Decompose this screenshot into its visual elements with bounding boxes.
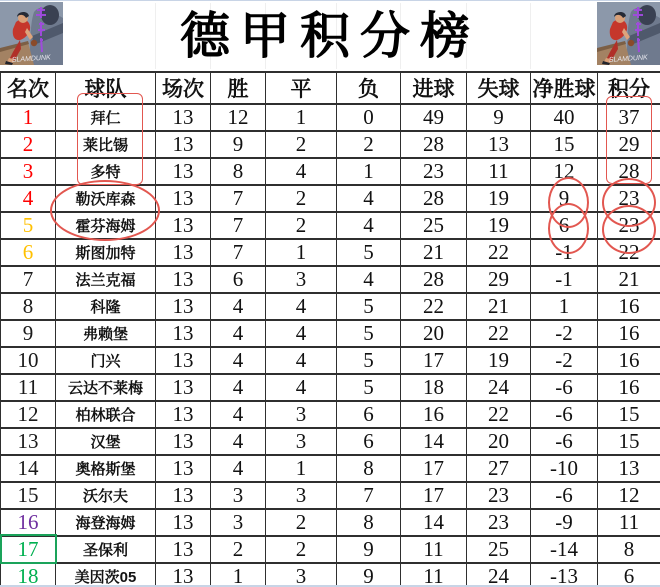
stat-cell-gd: -6 [531, 482, 598, 509]
table-row [1, 131, 660, 158]
stat-cell-win: 4 [211, 428, 266, 455]
stat-cell-ga: 20 [467, 428, 531, 455]
column-header: 负 [337, 72, 401, 104]
rank-cell: 3 [1, 158, 56, 185]
rank-cell: 9 [1, 320, 56, 347]
stat-cell-loss: 5 [337, 293, 401, 320]
stat-cell-loss: 5 [337, 239, 401, 266]
stat-cell-draw: 2 [266, 509, 337, 536]
stat-cell-win: 3 [211, 482, 266, 509]
team-cell: 勒沃库森 [56, 185, 156, 212]
stat-cell-loss: 9 [337, 563, 401, 587]
standings-header-row [1, 72, 660, 104]
rank-cell: 4 [1, 185, 56, 212]
rank-cell: 16 [1, 509, 56, 536]
stat-cell-draw: 2 [266, 185, 337, 212]
stat-cell-win: 4 [211, 293, 266, 320]
table-row [1, 212, 660, 239]
stat-cell-ga: 24 [467, 563, 531, 587]
rank-cell: 1 [1, 104, 56, 131]
stat-cell-loss: 0 [337, 104, 401, 131]
stat-cell-win: 7 [211, 239, 266, 266]
stat-cell-loss: 4 [337, 266, 401, 293]
rank-cell: 7 [1, 266, 56, 293]
stat-cell-played: 13 [156, 131, 211, 158]
team-cell: 门兴 [56, 347, 156, 374]
column-header: 场次 [156, 72, 211, 104]
stat-cell-pts: 28 [598, 158, 660, 185]
rank-cell: 5 [1, 212, 56, 239]
team-cell: 沃尔夫 [56, 482, 156, 509]
stat-cell-gf: 16 [401, 401, 467, 428]
table-row [1, 374, 660, 401]
stat-cell-gf: 28 [401, 266, 467, 293]
standings-table [0, 71, 660, 587]
table-row [1, 320, 660, 347]
stat-cell-win: 4 [211, 347, 266, 374]
stat-cell-gf: 14 [401, 509, 467, 536]
stat-cell-loss: 7 [337, 482, 401, 509]
stat-cell-gd: 9 [531, 185, 598, 212]
column-header: 失球 [467, 72, 531, 104]
stat-cell-gd: 40 [531, 104, 598, 131]
stat-cell-draw: 2 [266, 536, 337, 563]
slam-dunk-poster-right-icon [597, 2, 660, 65]
stat-cell-ga: 24 [467, 374, 531, 401]
stat-cell-gd: -1 [531, 239, 598, 266]
stat-cell-win: 3 [211, 509, 266, 536]
stat-cell-draw: 3 [266, 482, 337, 509]
stat-cell-loss: 1 [337, 158, 401, 185]
stat-cell-draw: 3 [266, 401, 337, 428]
team-cell: 弗赖堡 [56, 320, 156, 347]
stat-cell-played: 13 [156, 428, 211, 455]
table-row [1, 536, 660, 563]
stat-cell-loss: 2 [337, 131, 401, 158]
stat-cell-pts: 37 [598, 104, 660, 131]
table-row [1, 293, 660, 320]
stat-cell-win: 7 [211, 212, 266, 239]
team-cell: 法兰克福 [56, 266, 156, 293]
stat-cell-played: 13 [156, 374, 211, 401]
stat-cell-pts: 15 [598, 428, 660, 455]
standings-body [1, 104, 660, 587]
stat-cell-gd: -13 [531, 563, 598, 587]
team-cell: 云达不莱梅 [56, 374, 156, 401]
stat-cell-ga: 19 [467, 347, 531, 374]
stat-cell-draw: 1 [266, 239, 337, 266]
table-row [1, 347, 660, 374]
stat-cell-win: 1 [211, 563, 266, 587]
team-cell: 圣保利 [56, 536, 156, 563]
stat-cell-loss: 6 [337, 428, 401, 455]
stat-cell-played: 13 [156, 212, 211, 239]
team-cell: 霍芬海姆 [56, 212, 156, 239]
stat-cell-pts: 8 [598, 536, 660, 563]
stat-cell-gf: 11 [401, 536, 467, 563]
rank-cell: 10 [1, 347, 56, 374]
stat-cell-pts: 11 [598, 509, 660, 536]
stat-cell-win: 4 [211, 320, 266, 347]
table-row [1, 239, 660, 266]
rank-cell: 11 [1, 374, 56, 401]
stat-cell-ga: 19 [467, 185, 531, 212]
stat-cell-gf: 17 [401, 347, 467, 374]
stat-cell-draw: 4 [266, 158, 337, 185]
team-cell: 多特 [56, 158, 156, 185]
stat-cell-played: 13 [156, 482, 211, 509]
stat-cell-win: 7 [211, 185, 266, 212]
stat-cell-win: 6 [211, 266, 266, 293]
stat-cell-gd: -6 [531, 374, 598, 401]
team-cell: 奥格斯堡 [56, 455, 156, 482]
rank-cell: 13 [1, 428, 56, 455]
team-cell: 莱比锡 [56, 131, 156, 158]
stat-cell-played: 13 [156, 563, 211, 587]
table-row [1, 563, 660, 587]
stat-cell-gf: 22 [401, 293, 467, 320]
stat-cell-loss: 4 [337, 212, 401, 239]
stat-cell-gd: -6 [531, 428, 598, 455]
team-cell: 斯图加特 [56, 239, 156, 266]
stat-cell-draw: 4 [266, 347, 337, 374]
stat-cell-gf: 20 [401, 320, 467, 347]
team-cell: 柏林联合 [56, 401, 156, 428]
stat-cell-win: 9 [211, 131, 266, 158]
stat-cell-pts: 16 [598, 293, 660, 320]
column-header: 球队 [56, 72, 156, 104]
stat-cell-ga: 22 [467, 320, 531, 347]
table-row [1, 104, 660, 131]
stat-cell-pts: 23 [598, 212, 660, 239]
rank-cell: 17 [1, 536, 56, 563]
stat-cell-gd: -10 [531, 455, 598, 482]
team-cell: 拜仁 [56, 104, 156, 131]
stat-cell-draw: 1 [266, 455, 337, 482]
stat-cell-loss: 4 [337, 185, 401, 212]
stat-cell-ga: 23 [467, 509, 531, 536]
stat-cell-gd: 12 [531, 158, 598, 185]
stat-cell-gd: -2 [531, 320, 598, 347]
stat-cell-ga: 13 [467, 131, 531, 158]
stat-cell-ga: 21 [467, 293, 531, 320]
stat-cell-gd: -1 [531, 266, 598, 293]
column-header: 平 [266, 72, 337, 104]
stat-cell-ga: 25 [467, 536, 531, 563]
column-header: 进球 [401, 72, 467, 104]
stat-cell-loss: 8 [337, 455, 401, 482]
table-row [1, 158, 660, 185]
stat-cell-loss: 8 [337, 509, 401, 536]
table-row [1, 266, 660, 293]
stat-cell-draw: 2 [266, 212, 337, 239]
stat-cell-ga: 22 [467, 401, 531, 428]
table-row [1, 428, 660, 455]
stat-cell-ga: 23 [467, 482, 531, 509]
column-header: 积分 [598, 72, 660, 104]
stat-cell-win: 2 [211, 536, 266, 563]
stat-cell-gf: 28 [401, 131, 467, 158]
stat-cell-played: 13 [156, 266, 211, 293]
title-band [0, 1, 660, 71]
column-header: 名次 [1, 72, 56, 104]
stat-cell-loss: 5 [337, 347, 401, 374]
stat-cell-pts: 16 [598, 320, 660, 347]
stat-cell-gd: 1 [531, 293, 598, 320]
stat-cell-draw: 4 [266, 320, 337, 347]
stat-cell-ga: 22 [467, 239, 531, 266]
stat-cell-pts: 23 [598, 185, 660, 212]
stat-cell-ga: 29 [467, 266, 531, 293]
stat-cell-pts: 6 [598, 563, 660, 587]
team-cell: 汉堡 [56, 428, 156, 455]
stat-cell-gd: -9 [531, 509, 598, 536]
team-cell: 海登海姆 [56, 509, 156, 536]
stat-cell-ga: 19 [467, 212, 531, 239]
stat-cell-pts: 21 [598, 266, 660, 293]
stat-cell-played: 13 [156, 536, 211, 563]
stat-cell-pts: 16 [598, 374, 660, 401]
table-row [1, 509, 660, 536]
stat-cell-pts: 16 [598, 347, 660, 374]
team-cell: 科隆 [56, 293, 156, 320]
stat-cell-win: 4 [211, 401, 266, 428]
stat-cell-win: 4 [211, 374, 266, 401]
table-row [1, 455, 660, 482]
rank-cell: 2 [1, 131, 56, 158]
stat-cell-gf: 11 [401, 563, 467, 587]
stat-cell-pts: 15 [598, 401, 660, 428]
stat-cell-draw: 3 [266, 428, 337, 455]
poster-logo-text: SLAMDUNK [608, 54, 648, 64]
stat-cell-gd: -2 [531, 347, 598, 374]
stat-cell-ga: 27 [467, 455, 531, 482]
stat-cell-gd: -14 [531, 536, 598, 563]
stat-cell-gf: 25 [401, 212, 467, 239]
slam-dunk-poster-left-icon [0, 2, 63, 65]
rank-cell: 12 [1, 401, 56, 428]
stat-cell-win: 12 [211, 104, 266, 131]
stat-cell-gd: 15 [531, 131, 598, 158]
stat-cell-gf: 49 [401, 104, 467, 131]
stat-cell-gf: 14 [401, 428, 467, 455]
stat-cell-played: 13 [156, 347, 211, 374]
stat-cell-loss: 6 [337, 401, 401, 428]
stat-cell-draw: 4 [266, 293, 337, 320]
rank-cell: 15 [1, 482, 56, 509]
stat-cell-gf: 23 [401, 158, 467, 185]
table-row [1, 401, 660, 428]
stat-cell-pts: 12 [598, 482, 660, 509]
stat-cell-gf: 18 [401, 374, 467, 401]
stat-cell-draw: 3 [266, 563, 337, 587]
stat-cell-pts: 13 [598, 455, 660, 482]
stat-cell-loss: 5 [337, 374, 401, 401]
stat-cell-played: 13 [156, 104, 211, 131]
stat-cell-played: 13 [156, 239, 211, 266]
stat-cell-pts: 22 [598, 239, 660, 266]
stat-cell-played: 13 [156, 158, 211, 185]
stat-cell-gf: 28 [401, 185, 467, 212]
rank-cell: 18 [1, 563, 56, 587]
rank-cell: 14 [1, 455, 56, 482]
stat-cell-played: 13 [156, 185, 211, 212]
poster-logo-text: SLAMDUNK [11, 54, 51, 64]
stat-cell-win: 4 [211, 455, 266, 482]
stat-cell-gd: 6 [531, 212, 598, 239]
table-row [1, 185, 660, 212]
stat-cell-ga: 11 [467, 158, 531, 185]
stat-cell-played: 13 [156, 293, 211, 320]
stat-cell-gf: 21 [401, 239, 467, 266]
stat-cell-loss: 9 [337, 536, 401, 563]
stat-cell-pts: 29 [598, 131, 660, 158]
column-header: 胜 [211, 72, 266, 104]
stat-cell-played: 13 [156, 455, 211, 482]
stat-cell-draw: 3 [266, 266, 337, 293]
stat-cell-gd: -6 [531, 401, 598, 428]
team-cell: 美因茨05 [56, 563, 156, 587]
stat-cell-ga: 9 [467, 104, 531, 131]
stat-cell-draw: 1 [266, 104, 337, 131]
rank-cell: 8 [1, 293, 56, 320]
stat-cell-played: 13 [156, 320, 211, 347]
page-title: 德甲积分榜 [180, 8, 480, 64]
stat-cell-draw: 4 [266, 374, 337, 401]
stat-cell-played: 13 [156, 401, 211, 428]
stat-cell-played: 13 [156, 509, 211, 536]
stat-cell-gf: 17 [401, 455, 467, 482]
table-row [1, 482, 660, 509]
stat-cell-draw: 2 [266, 131, 337, 158]
stat-cell-loss: 5 [337, 320, 401, 347]
rank-cell: 6 [1, 239, 56, 266]
stat-cell-gf: 17 [401, 482, 467, 509]
stat-cell-win: 8 [211, 158, 266, 185]
column-header: 净胜球 [531, 72, 598, 104]
